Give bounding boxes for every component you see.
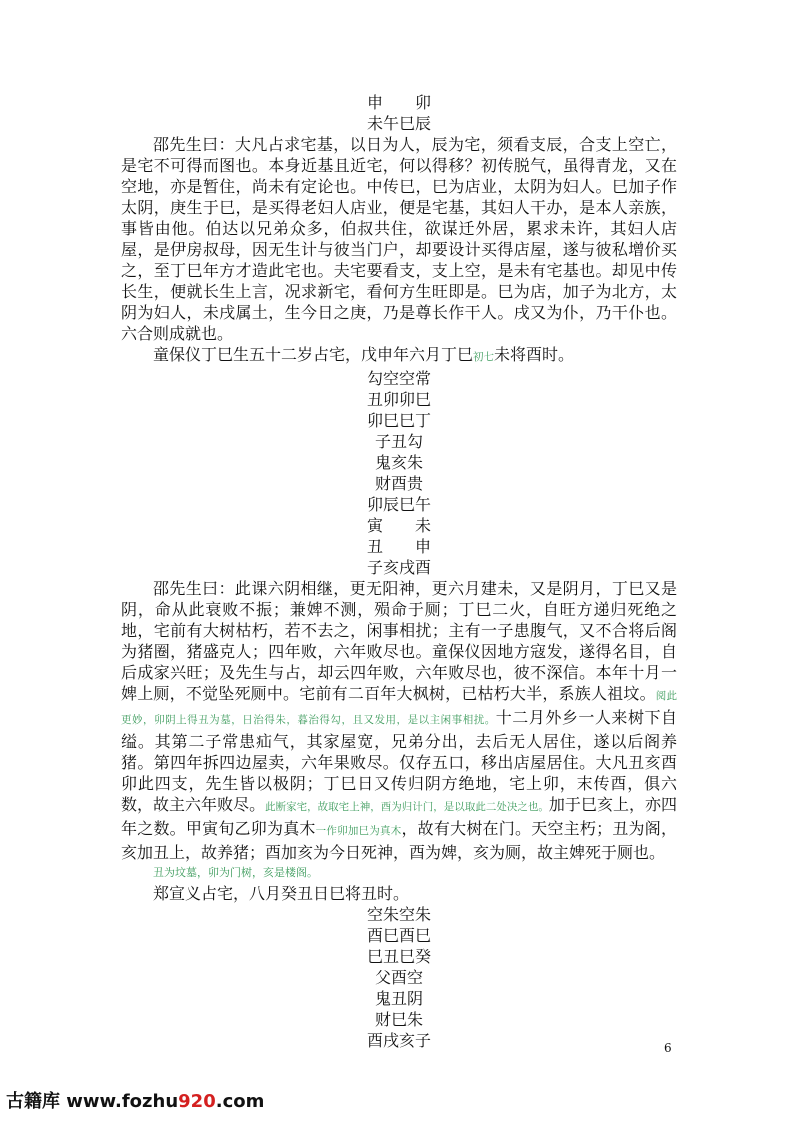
- diagram-line: 寅 未: [366, 516, 431, 535]
- diagram-3: [121, 904, 677, 1051]
- commentary-text: 十二月外乡一人来树下自缢。其第二子常患疝气，其家屋宽，兄弟分出，去后无人居住，遂以后阁养猪。第四年拆四边屋卖，六年果败尽。仅存五口，移出店屋居住。大凡丑亥酉卯此四支，先生皆以极阴；丁巳日又传归阴方绝地，宅上卯，末传酉，俱六数，故主六年败尽。: [121, 708, 677, 814]
- document-body: [121, 92, 677, 1051]
- diagram-line: 父酉空: [374, 968, 423, 987]
- inline-note: 初七: [473, 351, 495, 363]
- diagram-line: 巳丑巳癸: [366, 947, 431, 966]
- commentary-text: 邵先生曰：此课六阴相继，更无阳神，更六月建未，又是阴月，丁巳又是阴，命从此衰败不振；兼婢不测，殒命于厕；丁巳二火，自旺方递归死绝之地，宅前有大树枯朽，若不去之，闲事相扰；主有一子患腹气，又不合将后阁为猪圈，猪盛克人；四年败，六年败尽也。童保仪因地方寇发，遂得名目，自后成家兴旺；及先生与占，却云四年败，六年败尽也，彼不深信。本年十月一婢上厕，不觉坠死厕中。宅前有二百年大枫树，已枯朽大半，系族人祖坟。: [121, 579, 677, 703]
- commentary-text: ，故有大树在门。天空主朽；丑为阁，亥加丑上，故养猪；酉加亥为今日死神，酉为婢，亥为厕，故主婢死于厕也。: [121, 819, 677, 862]
- inline-note: 一作卯加巳为真木: [315, 825, 402, 837]
- intro-3: [121, 883, 677, 904]
- diagram-2: [121, 368, 677, 578]
- site-watermark: [6, 1087, 264, 1113]
- commentary-1: [121, 134, 677, 344]
- diagram-line: 酉巳酉巳: [366, 926, 431, 945]
- commentary-paragraph: 邵先生曰：大凡占求宅基，以日为人，辰为宅，须看支辰，合支上空亡，是宅不可得而图也。本身近基且近宅，何以得移？初传脱气，虽得青龙，又在空地，亦是暂住，尚未有定论也。中传巳，巳为店业，太阴为妇人。巳加子作太阴，庚生于巳，是买得老妇人店业，便是宅基，其妇人干办，是本人亲族，事皆由他。伯达以兄弟众多，伯叔共住，欲谋迁外居，累求未许，其妇人店屋，是伊房叔母，因无生计与彼当门户，却要设计买得店屋，遂与彼私增价买之，至丁巳年方才造此宅也。夫宅要看支，支上空，是未有宅基也。却见中传长生，便就长生上言，况求新宅，看何方生旺即是。巳为店，加子为北方，太阴为妇人，未戌属土，生今日之庚，乃是尊长作干人。戌又为仆，乃干仆也。六合则成就也。: [121, 135, 677, 343]
- diagram-line: 丑卯卯巳: [366, 390, 431, 409]
- commentary-2: [121, 578, 677, 883]
- diagram-line: 勾空空常: [366, 369, 431, 388]
- diagram-line: 财巳朱: [374, 1010, 423, 1029]
- diagram-line: 鬼亥朱: [374, 453, 423, 472]
- diagram-line: 鬼丑阴: [374, 989, 423, 1008]
- page-number: 6: [664, 1041, 672, 1055]
- diagram-line: 丑 申: [366, 537, 431, 556]
- inline-note: 此断家宅，故取宅上神，酉为归计门，是以取此二处决之也。: [265, 801, 549, 813]
- watermark-accent: 920: [178, 1091, 216, 1112]
- commentary-paragraph: [121, 578, 677, 863]
- intro-text: 童保仪丁巳生五十二岁占宅，戊申年六月丁巳: [153, 345, 474, 364]
- diagram-line: 空朱空朱: [366, 905, 431, 924]
- intro-2: [121, 344, 677, 368]
- diagram-line: 财酉贵: [374, 474, 423, 493]
- diagram-line: 申 卯: [366, 93, 431, 112]
- commentary-text: 加于巳亥上，亦四年之数。甲寅旬乙卯为真木: [121, 795, 677, 838]
- watermark-suffix: .com: [215, 1091, 265, 1112]
- watermark-prefix: 古籍库 www.fozhu: [6, 1091, 179, 1112]
- diagram-line: 酉戌亥子: [366, 1031, 431, 1050]
- diagram-line: 卯辰巳午: [366, 495, 431, 514]
- diagram-line: 子亥戌酉: [366, 558, 431, 577]
- intro-tail: 未将酉时。: [494, 345, 575, 364]
- small-note: 丑为坟墓，卯为门树，亥是楼阁。: [153, 866, 318, 879]
- intro-paragraph: 郑宣义占宅，八月癸丑日巳将丑时。: [153, 884, 410, 903]
- diagram-line: 子丑勾: [374, 432, 423, 451]
- intro-paragraph: [121, 344, 677, 368]
- diagram-line: 未午巳辰: [366, 114, 431, 133]
- diagram-1: [121, 92, 677, 134]
- inline-note: 阅此更妙，卯阴上得丑为墓，日治得朱，暮治得勾，且又发用，是以主闲事相扰。: [121, 690, 677, 726]
- diagram-line: 卯巳巳丁: [366, 411, 431, 430]
